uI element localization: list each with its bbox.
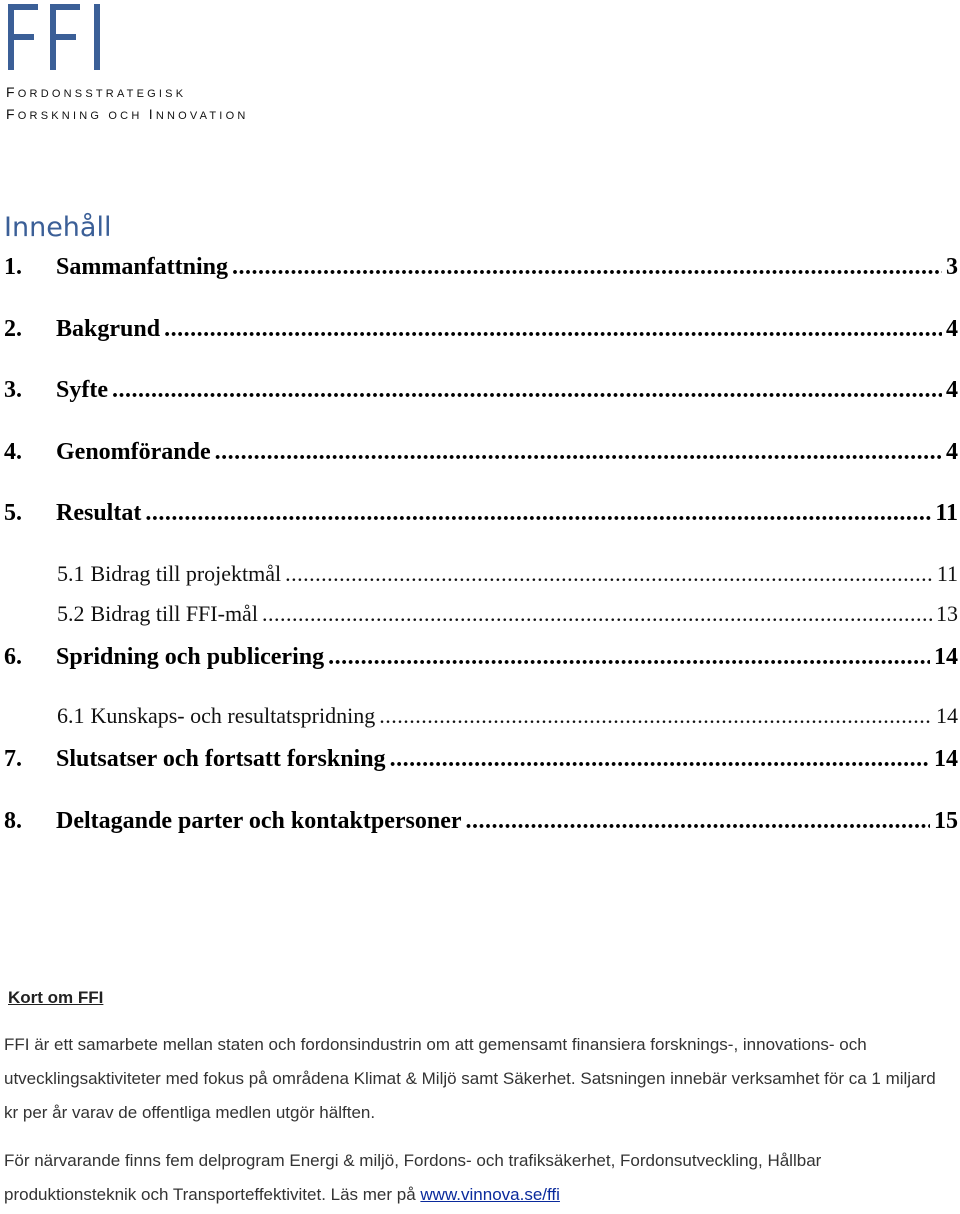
toc-entry-number: 5.1 [57, 561, 85, 586]
toc-entry-page: 14 [934, 644, 958, 670]
toc-entry-number: 5.2 [57, 601, 85, 626]
about-ffi-box [4, 988, 954, 1212]
toc-entry[interactable] [0, 561, 958, 593]
toc-dot-leader [112, 377, 942, 404]
toc-entry-page: 4 [946, 439, 958, 465]
vinnova-link[interactable]: www.vinnova.se/ffi [420, 1185, 560, 1204]
toc-entry-label: Deltagande parter och kontaktpersoner [56, 808, 462, 834]
toc-dot-leader [285, 561, 933, 587]
toc-entry-number: 8. [4, 808, 22, 834]
toc-entry-label: Sammanfattning [56, 254, 229, 280]
toc-dot-leader [328, 644, 930, 671]
toc-entry[interactable] [0, 746, 958, 778]
toc-entry-number: 1. [4, 254, 22, 280]
toc-entry-number: 6.1 [57, 703, 85, 728]
toc-entry[interactable] [0, 254, 958, 286]
toc-entry-label: Resultat [56, 500, 142, 526]
toc-entry-page: 3 [946, 254, 958, 280]
toc-entry-label: Slutsatser och fortsatt forskning [56, 746, 386, 772]
ffi-logo [6, 2, 266, 126]
toc-entry-page: 4 [946, 377, 958, 403]
about-paragraph-1: FFI är ett samarbete mellan staten och fordonsindustrin om att gemensamt finansiera forsknings-, innovations- och utvecklingsaktiviteter med fokus på områdena Klimat & Miljö samt Säkerhet. Satsningen innebär verksamhet för ca 1 miljard kr per år varav de offentliga medlen utgör hälften. [4, 1035, 936, 1122]
toc-dot-leader [390, 746, 930, 773]
toc-entry-number: 2. [4, 316, 22, 342]
toc-entry[interactable] [0, 808, 958, 840]
toc-entry-page: 11 [936, 561, 958, 586]
toc-entry[interactable] [0, 601, 958, 633]
toc-heading: Innehåll [4, 212, 112, 243]
toc-entry-label: Syfte [56, 377, 108, 403]
toc-dot-leader [466, 808, 930, 835]
toc-entry-label: Spridning och publicering [56, 644, 325, 670]
toc-dot-leader [379, 703, 932, 729]
toc-entry-number: 3. [4, 377, 22, 403]
toc-entry-number: 7. [4, 746, 22, 772]
ffi-logo-mark [6, 2, 106, 72]
logo-tagline-2: FORSKNING OCH INNOVATION [6, 106, 249, 122]
about-title: Kort om FFI [8, 988, 104, 1007]
toc-entry-label: Bidrag till FFI-mål [90, 601, 258, 626]
toc-entry-page: 14 [936, 703, 958, 728]
toc-entry-page: 13 [936, 601, 958, 626]
toc-dot-leader [215, 439, 942, 466]
toc-entry[interactable] [0, 377, 958, 409]
toc-entry-number: 4. [4, 439, 22, 465]
toc-entry[interactable] [0, 644, 958, 676]
toc-entry-page: 15 [934, 808, 958, 834]
toc-entry[interactable] [0, 500, 958, 532]
toc-entry-label: Bidrag till projektmål [90, 561, 282, 586]
toc-entry[interactable] [0, 703, 958, 735]
toc-entry-number: 5. [4, 500, 22, 526]
toc-entry-label: Kunskaps- och resultatspridning [90, 703, 376, 728]
about-paragraph-2-text: För närvarande finns fem delprogram Energi & miljö, Fordons- och trafiksäkerhet, Fordonsutveckling, Hållbar produktionsteknik och Transporteffektivitet. Läs mer på [4, 1151, 822, 1204]
toc-entry[interactable] [0, 439, 958, 471]
toc-entry-number: 6. [4, 644, 22, 670]
toc-dot-leader [145, 500, 931, 527]
toc-dot-leader [262, 601, 932, 627]
toc-entry-page: 4 [946, 316, 958, 342]
logo-tagline-1: FORDONSSTRATEGISK [6, 84, 187, 100]
toc-dot-leader [232, 254, 942, 281]
toc-entry-page: 14 [934, 746, 958, 772]
toc-dot-leader [164, 316, 942, 343]
toc-entry-label: Bakgrund [56, 316, 161, 342]
toc-entry-label: Genomförande [56, 439, 211, 465]
toc-entry-page: 11 [935, 500, 958, 526]
about-paragraph-2 [4, 1144, 954, 1212]
toc-entry[interactable] [0, 316, 958, 348]
